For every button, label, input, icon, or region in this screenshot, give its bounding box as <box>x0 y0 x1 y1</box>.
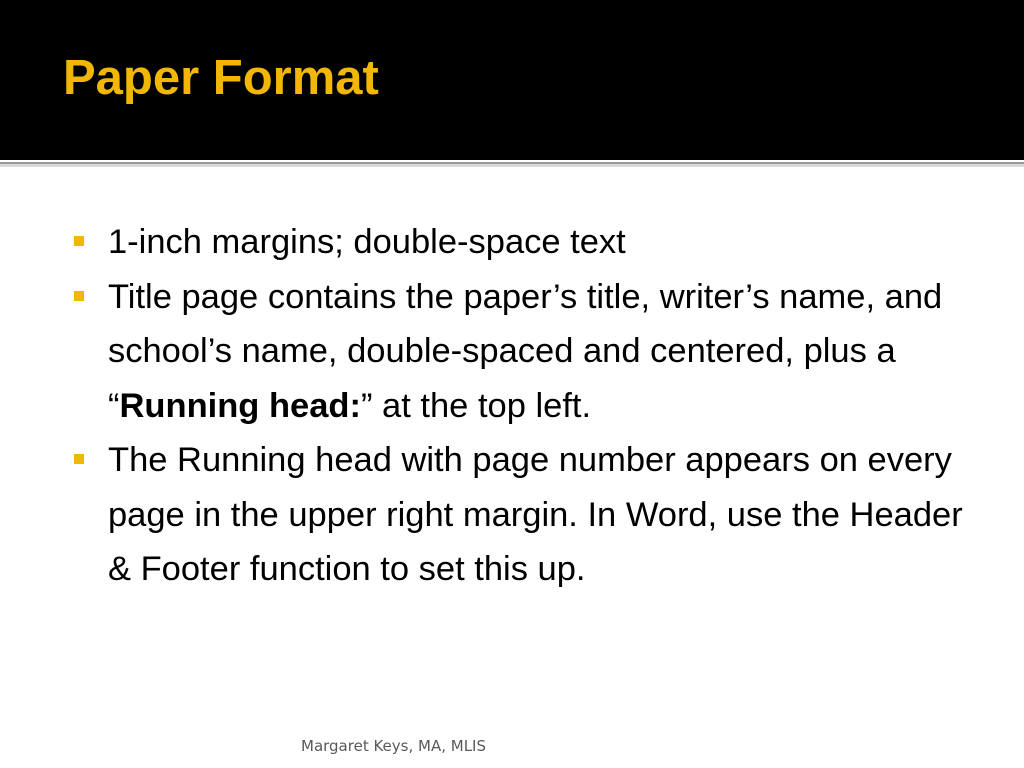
bullet-item-margins <box>72 215 972 270</box>
square-bullet-icon <box>74 291 84 301</box>
bullet-text: 1-inch margins; double-space text <box>108 223 626 261</box>
bullet-text-before: Title page contains the paper’s title, writer’s name, and school’s name, double-spaced and centered, plus a “ <box>108 277 943 425</box>
bullet-text: The Running head with page number appears on every page in the upper right margin. In Word, use the Header & Footer function to set this up. <box>108 441 963 588</box>
bullet-item-running-head <box>72 433 972 597</box>
bullet-item-title-page <box>72 270 972 434</box>
bullet-text-after: ” at the top left. <box>360 386 592 425</box>
bullet-list <box>72 215 972 597</box>
title-divider <box>0 160 1024 167</box>
square-bullet-icon <box>74 454 84 464</box>
running-head-bold-text: Running head: <box>119 386 361 425</box>
slide-title: Paper Format <box>63 51 379 105</box>
square-bullet-icon <box>74 236 84 246</box>
footer-author: Margaret Keys, MA, MLIS <box>301 737 486 755</box>
